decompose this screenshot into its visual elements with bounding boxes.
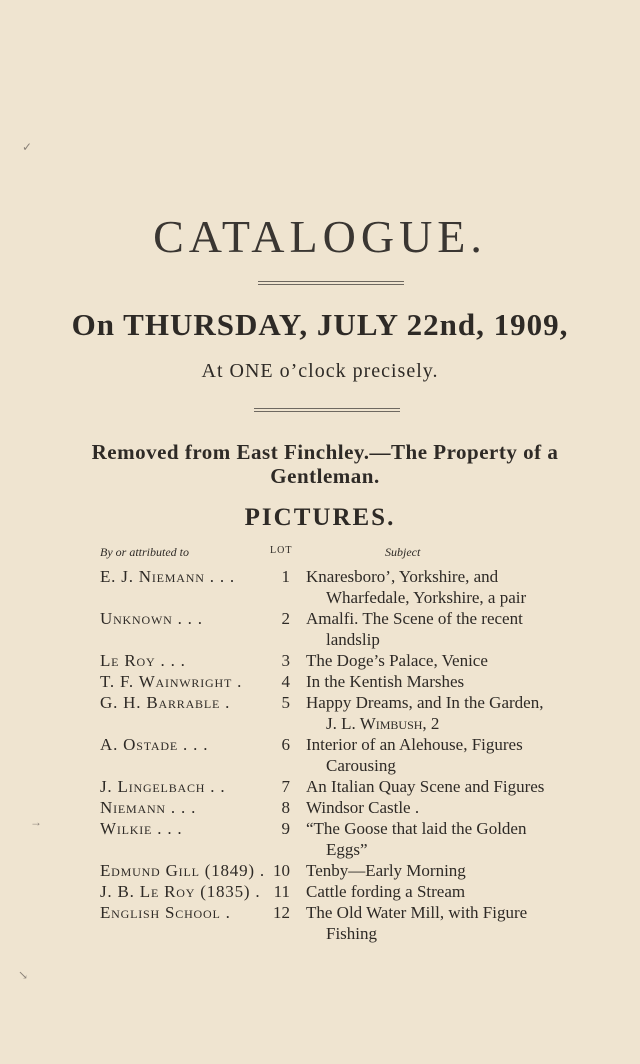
lot-subject <box>306 776 558 797</box>
sale-date: On THURSDAY, JULY 22nd, 1909, <box>71 307 569 342</box>
pencil-arrow-mark: → <box>30 815 42 829</box>
subject-line: The Doge’s Palace, Venice <box>306 651 488 670</box>
lot-subject <box>306 881 558 902</box>
column-header-artist: By or attributed to <box>100 545 189 559</box>
divider-rule <box>258 281 404 285</box>
lot-number: 12 <box>273 903 290 922</box>
lot-subject <box>306 608 558 650</box>
lot-subject <box>306 818 558 860</box>
subject-continuation: Fishing <box>326 924 378 943</box>
lot-artist: J. B. Le Roy (1835) . <box>100 882 261 901</box>
column-header-lot: LOT <box>270 545 293 556</box>
lot-number: 3 <box>281 651 290 670</box>
subject-line: Happy Dreams, and In the Garden, <box>306 693 544 712</box>
lot-artist: Edmund Gill (1849) . <box>100 861 265 880</box>
subject-continuation: Carousing <box>326 756 396 775</box>
pencil-mark-bottom: ↘ <box>18 968 29 982</box>
subject-line: The Old Water Mill, with Figure <box>306 903 528 922</box>
subject-continuation: Wharfedale, Yorkshire, a pair <box>326 588 527 607</box>
subject-line: Windsor Castle . <box>306 798 420 817</box>
lot-subject <box>306 566 558 608</box>
lot-number: 4 <box>281 672 290 691</box>
subject-line: Interior of an Alehouse, Figures <box>306 735 523 754</box>
subject-line: Knaresboro’, Yorkshire, and <box>306 567 499 586</box>
lot-subject <box>306 671 558 692</box>
lot-number: 7 <box>281 777 290 796</box>
subject-continuation: landslip <box>326 630 380 649</box>
lot-artist: Unknown . . . <box>100 609 203 628</box>
lot-subject <box>306 650 558 671</box>
lot-subject <box>306 860 558 881</box>
lot-artist: English School . <box>100 903 231 922</box>
lot-artist: J. Lingelbach . . <box>100 777 226 796</box>
lot-number: 5 <box>281 693 290 712</box>
lot-number: 9 <box>281 819 290 838</box>
lot-number: 2 <box>281 609 290 628</box>
subject-continuation: Eggs” <box>326 840 368 859</box>
subject-line: Cattle fording a Stream <box>306 882 466 901</box>
subject-line: Amalfi. The Scene of the recent <box>306 609 523 628</box>
lot-artist: A. Ostade . . . <box>100 735 209 754</box>
subject-line: “The Goose that laid the Golden <box>306 819 527 838</box>
lot-subject <box>306 734 558 776</box>
lot-number: 11 <box>273 882 290 901</box>
lot-number: 10 <box>273 861 290 880</box>
lot-number: 8 <box>281 798 290 817</box>
subject-continuation: J. L. Wimbush, 2 <box>326 714 440 733</box>
lot-artist: E. J. Niemann . . . <box>100 567 235 586</box>
page-title: CATALOGUE. <box>153 211 487 262</box>
lot-number: 6 <box>281 735 290 754</box>
lot-artist: G. H. Barrable . <box>100 693 231 712</box>
lot-subject <box>306 797 558 818</box>
divider-rule <box>254 408 400 412</box>
provenance-note: Removed from East Finchley.—The Property of a Gentleman. <box>91 440 559 488</box>
subject-line: An Italian Quay Scene and Figures <box>306 777 545 796</box>
subject-line: In the Kentish Marshes <box>306 672 465 691</box>
column-header-subject: Subject <box>385 545 421 559</box>
section-title: PICTURES. <box>244 504 396 531</box>
lot-artist: Wilkie . . . <box>100 819 183 838</box>
lot-subject <box>306 692 558 734</box>
subject-line: Tenby—Early Morning <box>306 861 466 880</box>
lot-artist: T. F. Wainwright . <box>100 672 243 691</box>
lot-number: 1 <box>281 567 290 586</box>
lot-artist: Le Roy . . . <box>100 651 186 670</box>
lot-artist: Niemann . . . <box>100 798 197 817</box>
sale-time: At ONE o’clock precisely. <box>201 360 439 382</box>
lot-subject <box>306 902 558 944</box>
pencil-mark-top: ✓ <box>22 140 33 154</box>
